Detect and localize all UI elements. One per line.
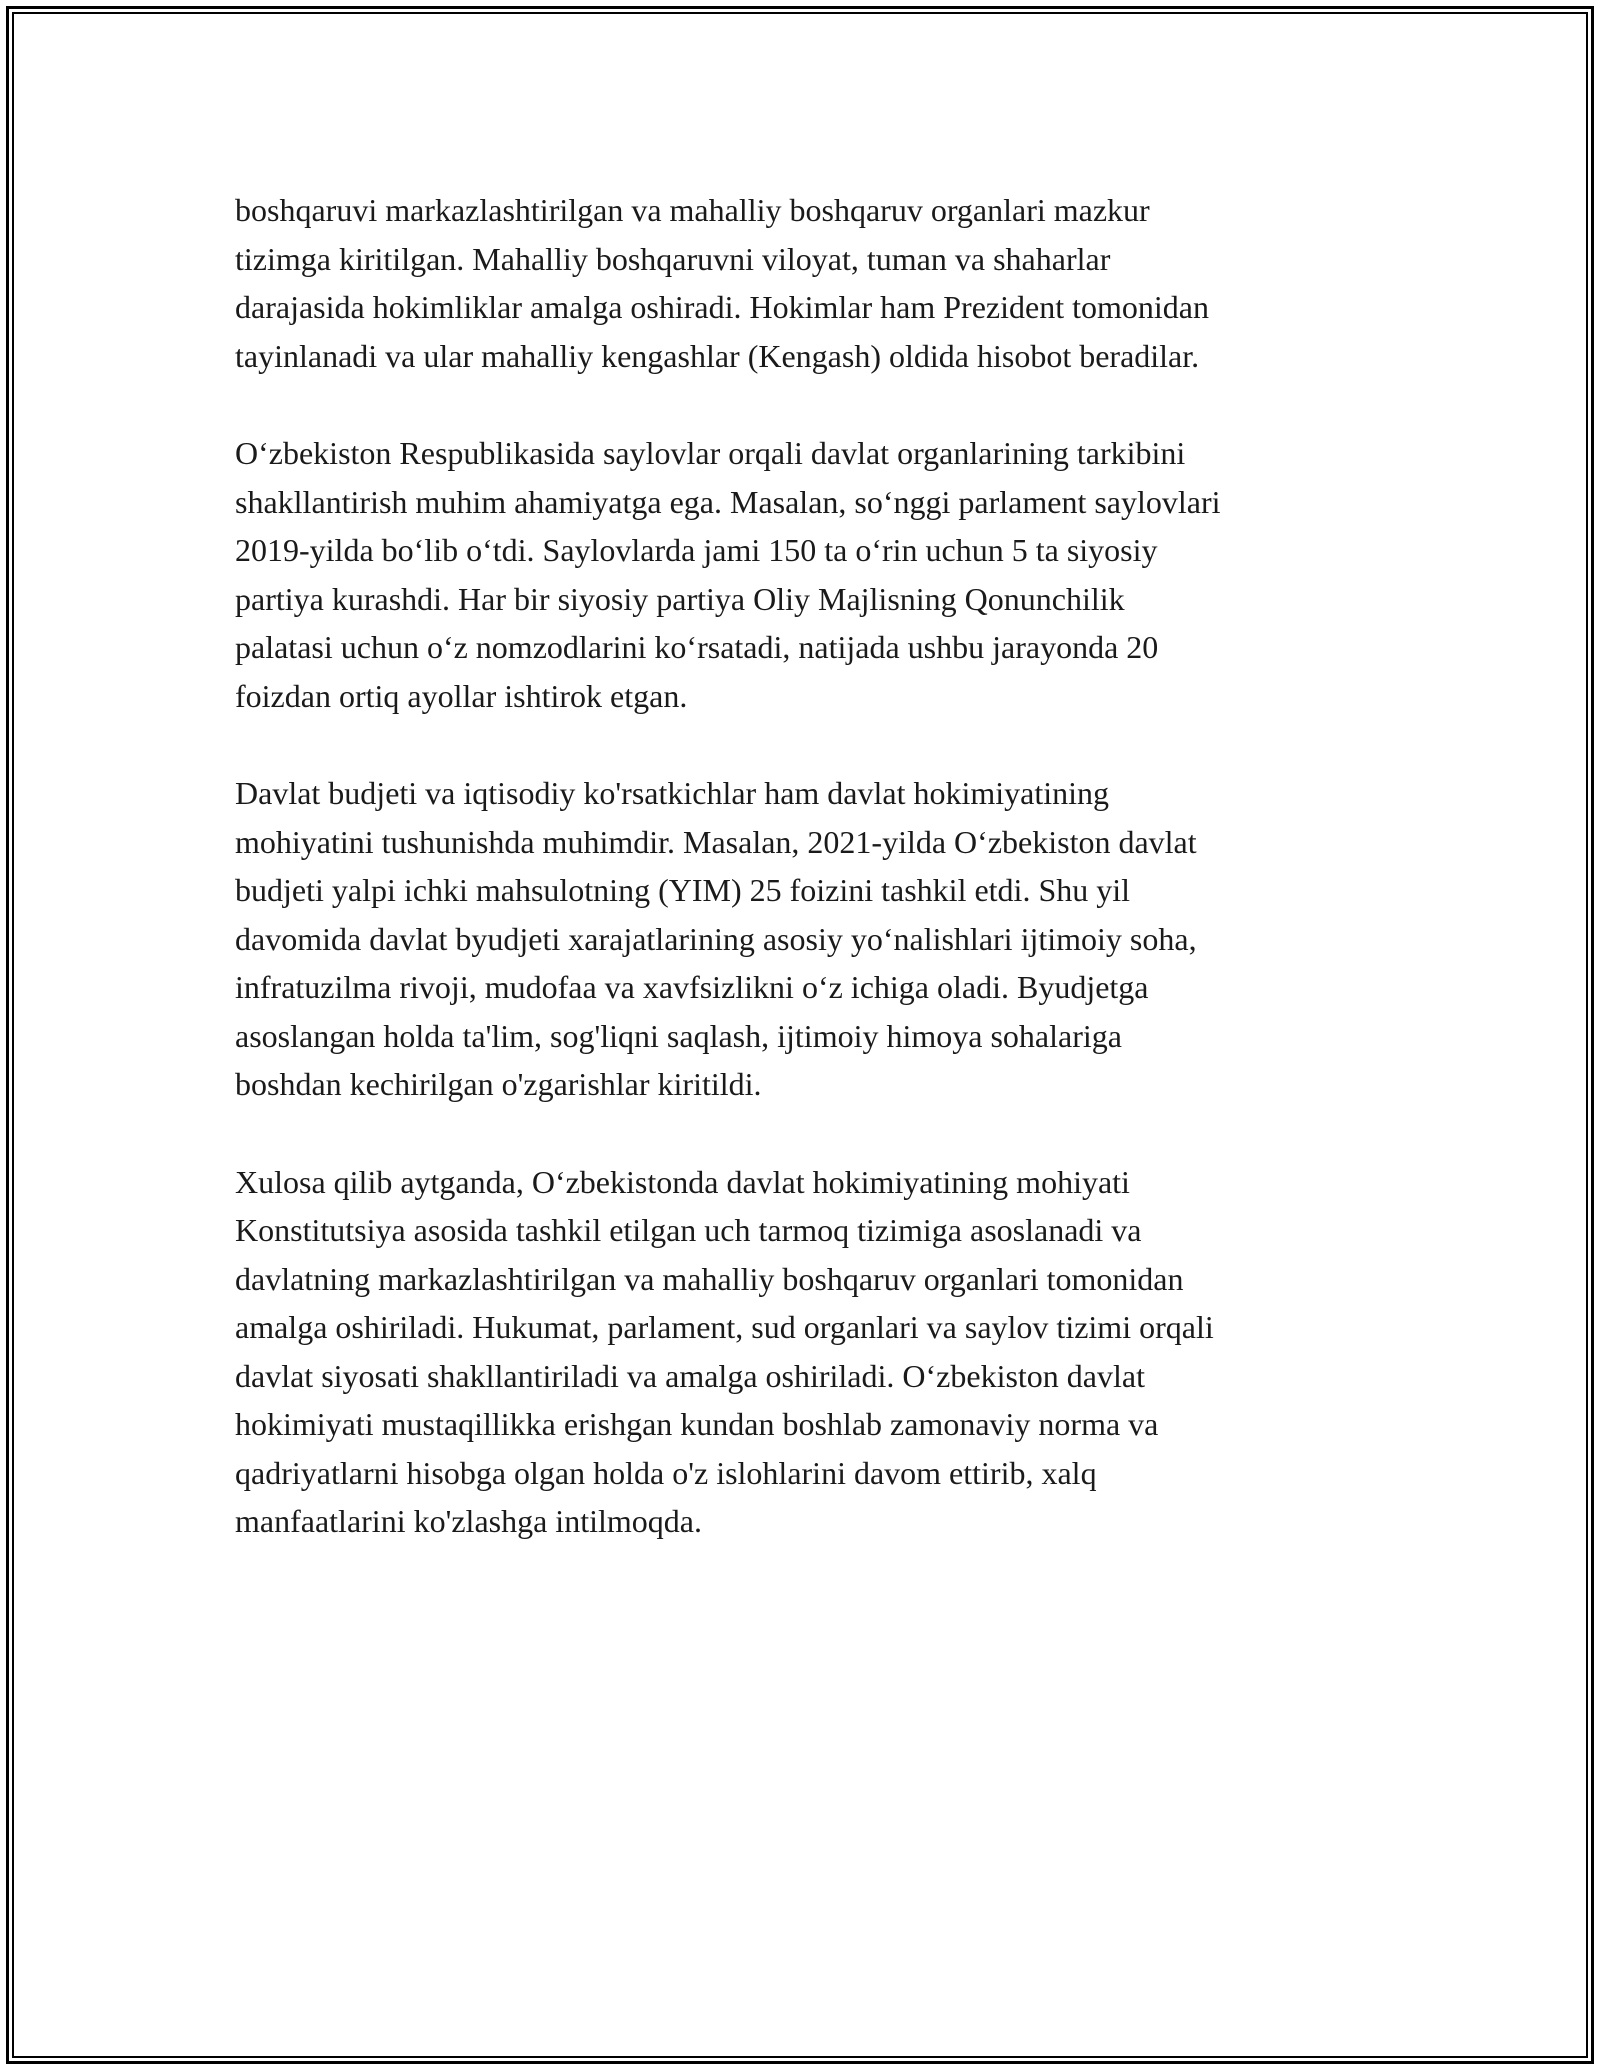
paragraph-local-governance: boshqaruvi markazlashtirilgan va mahalliy boshqaruv organlari mazkur tizimga kiritilgan. Mahalliy boshqaruvni viloyat, tuman va shaharlar darajasida hokimliklar amalga oshiradi. Hokimlar ham Prezident tomonidan tayinlanadi va ular mahalliy kengashlar (Kengash) oldida hisobot beradilar.	[235, 192, 1209, 374]
paragraph-state-budget: Davlat budjeti va iqtisodiy ko'rsatkichlar ham davlat hokimiyatining mohiyatini tushunishda muhimdir. Masalan, 2021-yilda O‘zbekiston davlat budjeti yalpi ichki mahsulotning (YIM) 25 foizini tashkil etdi. Shu yil davomida davlat byudjeti xarajatlarining asosiy yo‘nalishlari ijtimoiy soha, infratuzilma rivoji, mudofaa va xavfsizlikni o‘z ichiga oladi. Byudjetga asoslangan holda ta'lim, sog'liqni saqlash, ijtimoiy himoya sohalariga boshdan kechirilgan o'zgarishlar kiritildi.	[235, 775, 1197, 1102]
document-body	[235, 186, 1375, 1595]
paragraph-conclusion: Xulosa qilib aytganda, O‘zbekistonda davlat hokimiyatining mohiyati Konstitutsiya asosida tashkil etilgan uch tarmoq tizimiga asoslanadi va davlatning markazlashtirilgan va mahalliy boshqaruv organlari tomonidan amalga oshiriladi. Hukumat, parlament, sud organlari va saylov tizimi orqali davlat siyosati shakllantiriladi va amalga oshiriladi. O‘zbekiston davlat hokimiyati mustaqillikka erishgan kundan boshlab zamonaviy norma va qadriyatlarni hisobga olgan holda o'z islohlarini davom ettirib, xalq manfaatlarini ko'zlashga intilmoqda.	[235, 1163, 1214, 1539]
paragraph-elections: O‘zbekiston Respublikasida saylovlar orqali davlat organlarining tarkibini shakllantirish muhim ahamiyatga ega. Masalan, so‘nggi parlament saylovlari 2019-yilda bo‘lib o‘tdi. Saylovlarda jami 150 ta o‘rin uchun 5 ta siyosiy partiya kurashdi. Har bir siyosiy partiya Oliy Majlisning Qonunchilik palatasi uchun o‘z nomzodlarini ko‘rsatadi, natijada ushbu jarayonda 20 foizdan ortiq ayollar ishtirok etgan.	[235, 435, 1221, 714]
